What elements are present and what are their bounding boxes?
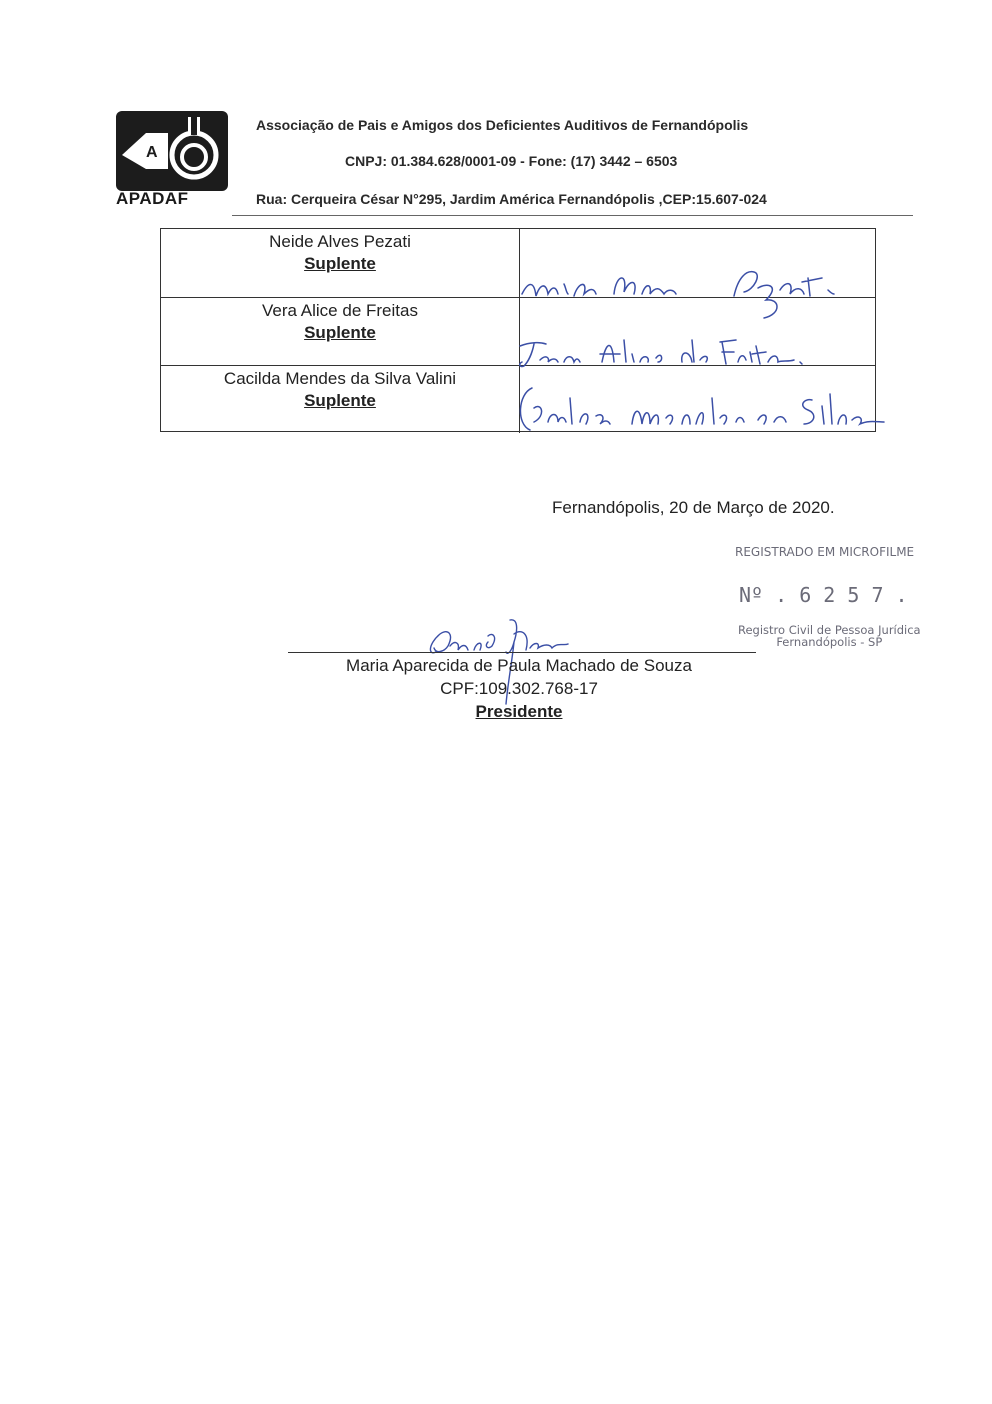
signature-line [288, 652, 756, 653]
signatory-name: Cacilda Mendes da Silva Valini [223, 369, 457, 388]
stamp-title: REGISTRADO EM MICROFILME [735, 545, 915, 559]
address-line: Rua: Cerqueira César N°295, Jardim América Fernandópolis ,CEP:15.607-024 [256, 191, 767, 207]
signatory-name: Vera Alice de Freitas [262, 301, 418, 320]
name-cell [161, 366, 519, 412]
header-divider [232, 215, 913, 216]
name-cell [161, 229, 519, 275]
logo-caption: APADAF [116, 189, 189, 208]
apadaf-logo [116, 111, 228, 191]
president-role: Presidente [475, 702, 563, 721]
stamp-number-value: . 6 2 5 7 . [763, 583, 908, 607]
organization-name: Associação de Pais e Amigos dos Deficientes Auditivos de Fernandópolis [256, 117, 749, 133]
name-cell [161, 298, 519, 344]
svg-text:A: A [146, 144, 158, 161]
president-name: Maria Aparecida de Paula Machado de Souza [346, 656, 692, 675]
signatory-name: Neide Alves Pezati [269, 232, 411, 251]
signatory-role: Suplente [304, 323, 376, 342]
document-date: Fernandópolis, 20 de Março de 2020. [552, 498, 835, 517]
cnpj-phone-line: CNPJ: 01.384.628/0001-09 - Fone: (17) 3442 – 6503 [345, 153, 678, 169]
handwritten-signature [516, 332, 806, 372]
stamp-number [739, 583, 908, 607]
stamp-registry-line: Registro Civil de Pessoa Jurídica [738, 623, 921, 637]
handwritten-signature [518, 258, 858, 320]
stamp-number-prefix: Nº [739, 583, 764, 607]
handwritten-signature [518, 384, 890, 440]
signatory-role: Suplente [304, 391, 376, 410]
stamp-registry-line: Fernandópolis - SP [776, 635, 883, 649]
stamp-registry [738, 624, 921, 648]
president-block [288, 654, 750, 723]
president-cpf: CPF:109.302.768-17 [440, 679, 598, 698]
signatory-role: Suplente [304, 254, 376, 273]
